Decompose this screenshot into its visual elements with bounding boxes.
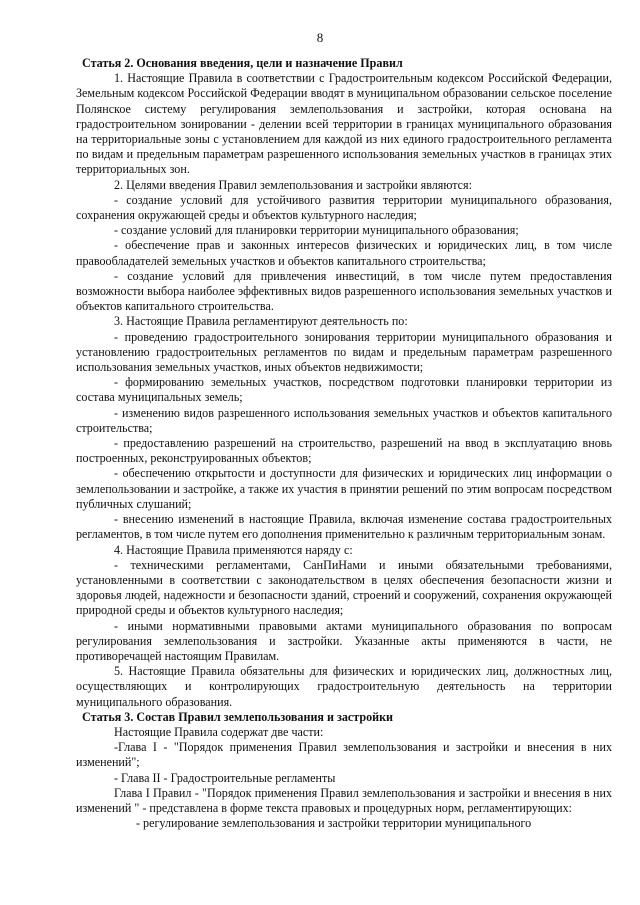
paragraph-2-1: 1. Настоящие Правила в соответствии с Градостроительным кодексом Российской Федерации, Земельным кодексом Российской Федерации вводят в муниципальном образовании сельское поселение Полянское систему регулирования землепользования и застройки, которая основана на градостроительном зонировании - делении всей территории в границах муниципального образования на территориальные зоны с установлением для каждой из них единого градостроительного регламента по видам и предельным параметрам разрешенного использования земельных участков в границах этих территориальных зон. [76,71,612,177]
paragraph-3-chapter-1: Глава I Правил - "Порядок применения Правил землепользования и застройки и внесения в них изменений " - представлена в форме текста правовых и процедурных норм, регламентирующих: [76,785,612,815]
article-2-heading: Статья 2. Основания введения, цели и назначение Правил [82,56,403,70]
paragraph-2-3: 3. Настоящие Правила регламентируют деятельность по: [114,314,408,329]
paragraph-2-4: 4. Настоящие Правила применяются наряду с: [114,542,353,557]
list-item: - проведению градостроительного зонирования территории муниципального образования и установлению градостроительных регламентов по видам и предельным параметрам разрешенного использования земельных участков, иных объектов недвижимости; [76,329,612,375]
list-item: -Глава I - "Порядок применения Правил землепользования и застройки и внесения в них изменений"; [76,740,612,770]
list-item: - иными нормативными правовыми актами муниципального образования по вопросам регулирования землепользования и застройки. Указанные акты применяются в части, не противоречащей настоящим Правилам. [76,618,612,663]
list-item: - создание условий для планировки территории муниципального образования; [114,223,519,238]
list-item: - формированию земельных участков, посредством подготовки планировки территории из состава муниципальных земель; [76,375,612,405]
list-item: - предоставлению разрешений на строительство, разрешений на ввод в эксплуатацию вновь построенных, реконструированных объектов; [76,436,612,466]
document-body [76,56,612,831]
list-item: - Глава II - Градостроительные регламенты [114,770,336,785]
list-item: - создание условий для привлечения инвестиций, в том числе путем предоставления возможности выбора наиболее эффективных видов разрешенного использования земельных участков и объектов капитального строительства. [76,268,612,314]
list-item: - обеспечение прав и законных интересов физических и юридических лиц, в том числе правообладателей земельных участков и объектов капитального строительства; [76,238,612,268]
paragraph-2-2: 2. Целями введения Правил землепользования и застройки являются: [114,177,472,192]
article-3-heading: Статья 3. Состав Правил землепользования и застройки [82,709,394,724]
list-item: - регулирование землепользования и застройки территории муниципального [136,816,532,831]
page-number: 8 [316,30,324,45]
list-item: - техническими регламентами, СанПиНами и иными обязательными требованиями, установленными в соответствии с законодательством в целях обеспечения безопасности жизни и здоровья людей, надежности и безопасности зданий, строений и сооружений, сохранения окружающей природной среды и объектов культурного наследия; [76,557,612,618]
list-item: - создание условий для устойчивого развития территории муниципального образования, сохранения окружающей среды и объектов культурного наследия; [76,192,612,223]
paragraph-2-5: 5. Настоящие Правила обязательны для физических и юридических лиц, должностных лиц, осуществляющих и контролирующих градостроительную деятельность на территории муниципального образования. [76,664,612,709]
list-item: - внесению изменений в настоящие Правила, включая изменение состава градостроительных регламентов, в том числе путем его дополнения применительно к различным территориальным зонам. [76,512,612,542]
list-item: - обеспечению открытости и доступности для физических и юридических лиц информации о землепользовании и застройке, а также их участия в принятии решений по этим вопросам посредством публичных слушаний; [76,466,612,511]
list-item: - изменению видов разрешенного использования земельных участков и объектов капитального строительства; [76,405,612,435]
paragraph-3-intro: Настоящие Правила содержат две части: [114,724,324,739]
